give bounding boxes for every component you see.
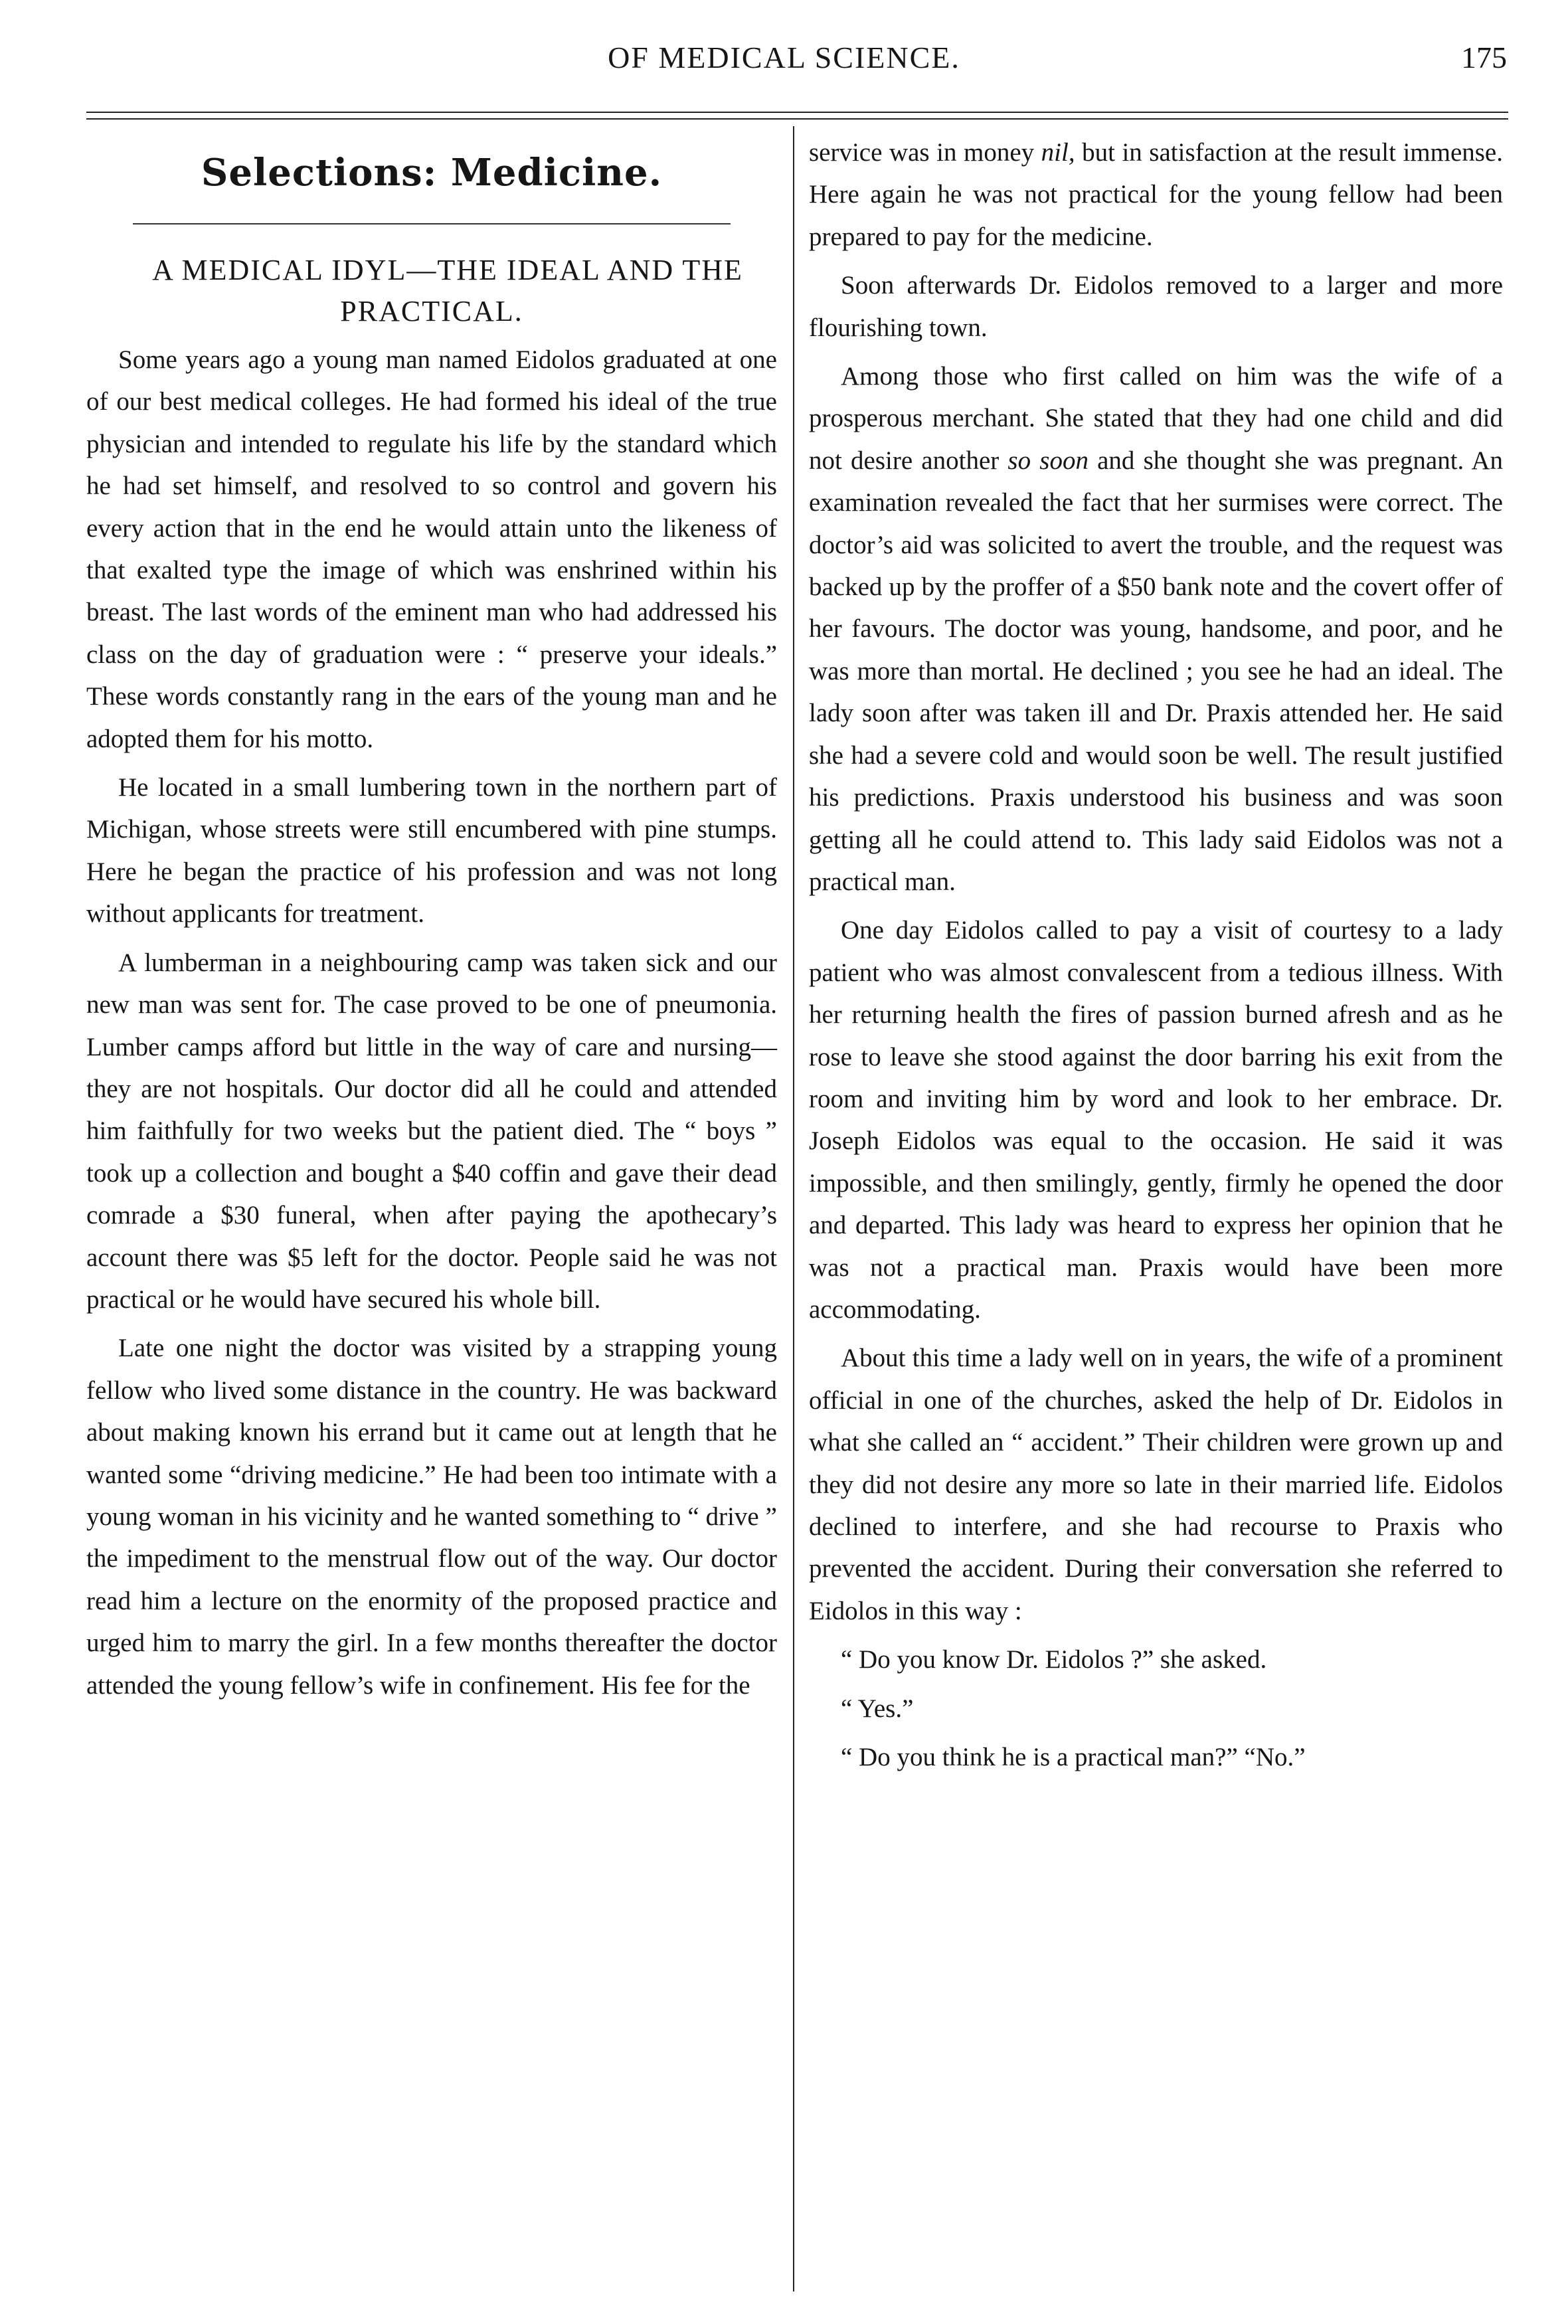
section-rule xyxy=(133,223,731,224)
right-column xyxy=(809,132,1503,1778)
paragraph: About this time a lady well on in years, the wife of a prominent official in one of the churches, asked the help of Dr. Eidolos in what she called an “ accident.” Their children were grown up and they did not desire any more so late in their married life. Eidolos declined to interfere, and she had recourse to Praxis who prevented the accident. During their conversation she referred to Eidolos in this way : xyxy=(809,1344,1503,1625)
paragraph: One day Eidolos called to pay a visit of courtesy to a lady patient who was almost convalescent from a tedious illness. With her returning health the fires of passion burned afresh and as he rose to leave she stood against the door barring his exit from the room and inviting him by word and look to her embrace. Dr. Joseph Eidolos was equal to the occasion. He said it was impossible, and then smilingly, gently, firmly he opened the door and departed. This lady was heard to express her opinion that he was not a practical man. Praxis would have been more accommodating. xyxy=(809,916,1503,1324)
paragraph: “ Do you know Dr. Eidolos ?” she asked. xyxy=(841,1645,1267,1674)
text-run: and she thought she was pregnant. An examination revealed the fact that her surmises were correct. The doctor’s aid was solicited to avert the trouble, and the request was backed up by the proffer of a $50 bank note and the covert offer of her favours. The doctor was young, handsome, and poor, and he was more than mortal. He declined ; you see he had an ideal. The lady soon after was taken ill and Dr. Praxis attended her. He said she had a severe cold and would soon be well. The result justified his predictions. Praxis understood his business and was soon getting all he could attend to. This lady said Eidolos was not a practical man. xyxy=(809,446,1503,896)
paragraph: Some years ago a young man named Eidolos graduated at one of our best medical colleges. He had formed his ideal of the true physician and intended to regulate his life by the standard which he had set himself, and resolved to so control and govern his every action that in the end he would attain unto the likeness of that exalted type the image of which was enshrined within his breast. The last words of the eminent man who had addressed his class on the day of graduation were : “ preserve your ideals.” These words constantly rang in the ears of the young man and he adopted them for his motto. xyxy=(86,345,777,753)
paragraph-continued xyxy=(809,132,1503,258)
text-run: service was in money xyxy=(809,138,1041,167)
running-head xyxy=(0,40,1568,93)
column-divider xyxy=(793,126,794,2291)
running-title: OF MEDICAL SCIENCE. xyxy=(608,41,960,74)
paragraph: Soon afterwards Dr. Eidolos removed to a larger and more flourishing town. xyxy=(809,271,1503,342)
paragraph: He located in a small lumbering town in the northern part of Michigan, whose streets were still encumbered with pine stumps. Here he began the practice of his profession and was not long without applicants for treatment. xyxy=(86,773,777,929)
emphasis: nil, xyxy=(1041,138,1075,167)
paragraph xyxy=(809,355,1503,903)
emphasis: so soon xyxy=(1007,446,1089,475)
page-number: 175 xyxy=(1461,41,1507,74)
paragraph: Late one night the doctor was visited by a strapping young fellow who lived some distance in the country. He was backward about making known his errand but it came out at length that he wanted some “driving medicine.” He had been too intimate with a young woman in his vicinity and he wanted something to “ drive ” the impediment to the menstrual flow out of the way. Our doctor read him a lecture on the enormity of the proposed practice and urged him to marry the girl. In a few months thereafter the doctor attended the young fellow’s wife in confinement. His fee for the xyxy=(86,1334,777,1700)
paragraph: “ Do you think he is a practical man?” “No.” xyxy=(841,1743,1306,1772)
left-column xyxy=(86,132,777,1706)
text-run: Among those who first called on him was the wife of a prosperous merchant. She stated that they had one child and did not desire another xyxy=(809,362,1503,475)
text-run: but in satisfaction at the result immense. Here again he was not practical for the young fellow had been prepared to pay for the medicine. xyxy=(809,138,1503,251)
paragraph: A lumberman in a neighbouring camp was taken sick and our new man was sent for. The case proved to be one of pneumonia. Lumber camps afford but little in the way of care and nursing—they are not hospitals. Our doctor did all he could and attended him faithfully for two weeks but the patient died. The “ boys ” took up a collection and bought a $40 coffin and gave their dead comrade a $30 funeral, when after paying the apothecary’s account there was $5 left for the doctor. People said he was not practical or he would have secured his whole bill. xyxy=(86,948,777,1314)
section-heading: Selections: Medicine. xyxy=(201,151,663,195)
header-rule-bottom xyxy=(86,118,1508,120)
paragraph: “ Yes.” xyxy=(841,1694,914,1723)
header-rule-top xyxy=(86,112,1508,113)
article-title: A MEDICAL IDYL—THE IDEAL AND THE PRACTICAL. xyxy=(152,254,743,327)
